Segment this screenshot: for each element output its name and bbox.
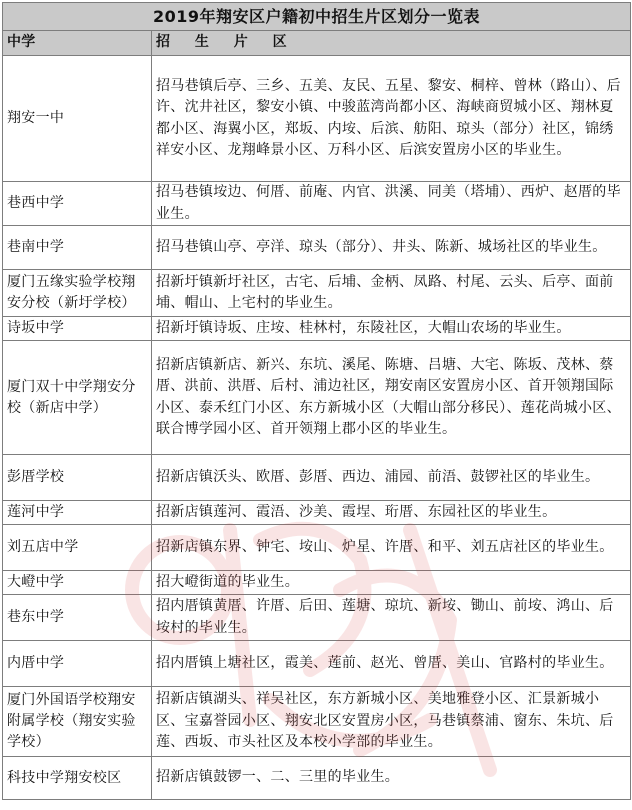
school-name: 科技中学翔安校区: [3, 757, 152, 800]
table-title-row: [3, 3, 631, 31]
table-row: [3, 687, 631, 757]
school-name: 内厝中学: [3, 641, 152, 687]
table-row: [3, 525, 631, 571]
school-name: 巷东中学: [3, 595, 152, 641]
enrollment-table-wrapper: [2, 2, 630, 800]
enrollment-table: [2, 2, 631, 800]
school-name: 巷西中学: [3, 182, 152, 226]
school-name: 大嶝中学: [3, 571, 152, 595]
table-row: [3, 571, 631, 595]
district-text: 招新圩镇新圩社区，古宅、后埔、金柄、凤路、村尾、云头、后亭、面前埔、帽山、上宅村的毕业生。: [152, 270, 631, 317]
table-row: [3, 270, 631, 317]
district-text: 招新店镇东界、钟宅、垵山、炉星、许厝、和平、刘五店社区的毕业生。: [152, 525, 631, 571]
district-text: 招内厝镇黄厝、许厝、后田、莲塘、琼坑、新垵、锄山、前垵、鸿山、后垵村的毕业生。: [152, 595, 631, 641]
district-text: 招新店镇鼓锣一、二、三里的毕业生。: [152, 757, 631, 800]
school-name: 彭厝学校: [3, 455, 152, 501]
school-name: 厦门外国语学校翔安附属学校（翔安实验学校）: [3, 687, 152, 757]
table-title: 2019年翔安区户籍初中招生片区划分一览表: [3, 3, 631, 31]
table-row: [3, 56, 631, 182]
table-row: [3, 641, 631, 687]
school-name: 厦门双十中学翔安分校（新店中学）: [3, 341, 152, 455]
school-name: 厦门五缘实验学校翔安分校（新圩学校）: [3, 270, 152, 317]
table-row: [3, 501, 631, 525]
district-text: 招新店镇湖头、祥吴社区，东方新城小区、美地雅登小区、汇景新城小区、宝嘉誉园小区、翔安北区安置房小区，马巷镇蔡浦、窗东、朱坑、后莲、西坂、市头社区及本校小学部的毕业生。: [152, 687, 631, 757]
table-row: [3, 595, 631, 641]
district-text: 招新圩镇诗坂、庄垵、桂林村，东陵社区，大帽山农场的毕业生。: [152, 317, 631, 341]
district-text: 招马巷镇后亭、三乡、五美、友民、五星、黎安、桐梓、曾林（路山）、后许、沈井社区，黎安小镇、中骏蓝湾尚都小区、海峡商贸城小区、翔林夏都小区、海翼小区，郑坂、内垵、后滨、舫阳、琼头（部分）社区，锦绣祥安小区、龙翔峰景小区、万科小区、后滨安置房小区的毕业生。: [152, 56, 631, 182]
district-text: 招马巷镇山亭、亭洋、琼头（部分）、井头、陈新、城场社区的毕业生。: [152, 226, 631, 270]
header-district: 招 生 片 区: [152, 31, 631, 56]
table-row: [3, 341, 631, 455]
school-name: 巷南中学: [3, 226, 152, 270]
header-school: 中学: [3, 31, 152, 56]
school-name: 刘五店中学: [3, 525, 152, 571]
table-row: [3, 757, 631, 800]
district-text: 招马巷镇垵边、何厝、前庵、内官、洪溪、同美（塔埔）、西炉、赵厝的毕业生。: [152, 182, 631, 226]
district-text: 招新店镇沃头、欧厝、彭厝、西边、浦园、前浯、鼓锣社区的毕业生。: [152, 455, 631, 501]
district-text: 招新店镇新店、新兴、东坑、溪尾、陈塘、吕塘、大宅、陈坂、茂林、蔡厝、洪前、洪厝、后村、浦边社区，翔安南区安置房小区、首开领翔国际小区、泰禾红门小区、东方新城小区（大帽山部分移民）、莲花尚城小区、联合博学园小区、首开领翔上郡小区的毕业生。: [152, 341, 631, 455]
school-name: 诗坂中学: [3, 317, 152, 341]
table-row: [3, 455, 631, 501]
school-name: 莲河中学: [3, 501, 152, 525]
school-name: 翔安一中: [3, 56, 152, 182]
table-row: [3, 226, 631, 270]
district-text: 招新店镇莲河、霞浯、沙美、霞埕、珩厝、东园社区的毕业生。: [152, 501, 631, 525]
district-text: 招大嶝街道的毕业生。: [152, 571, 631, 595]
table-header-row: [3, 31, 631, 56]
table-row: [3, 317, 631, 341]
district-text: 招内厝镇上塘社区，霞美、莲前、赵光、曾厝、美山、官路村的毕业生。: [152, 641, 631, 687]
table-row: [3, 182, 631, 226]
